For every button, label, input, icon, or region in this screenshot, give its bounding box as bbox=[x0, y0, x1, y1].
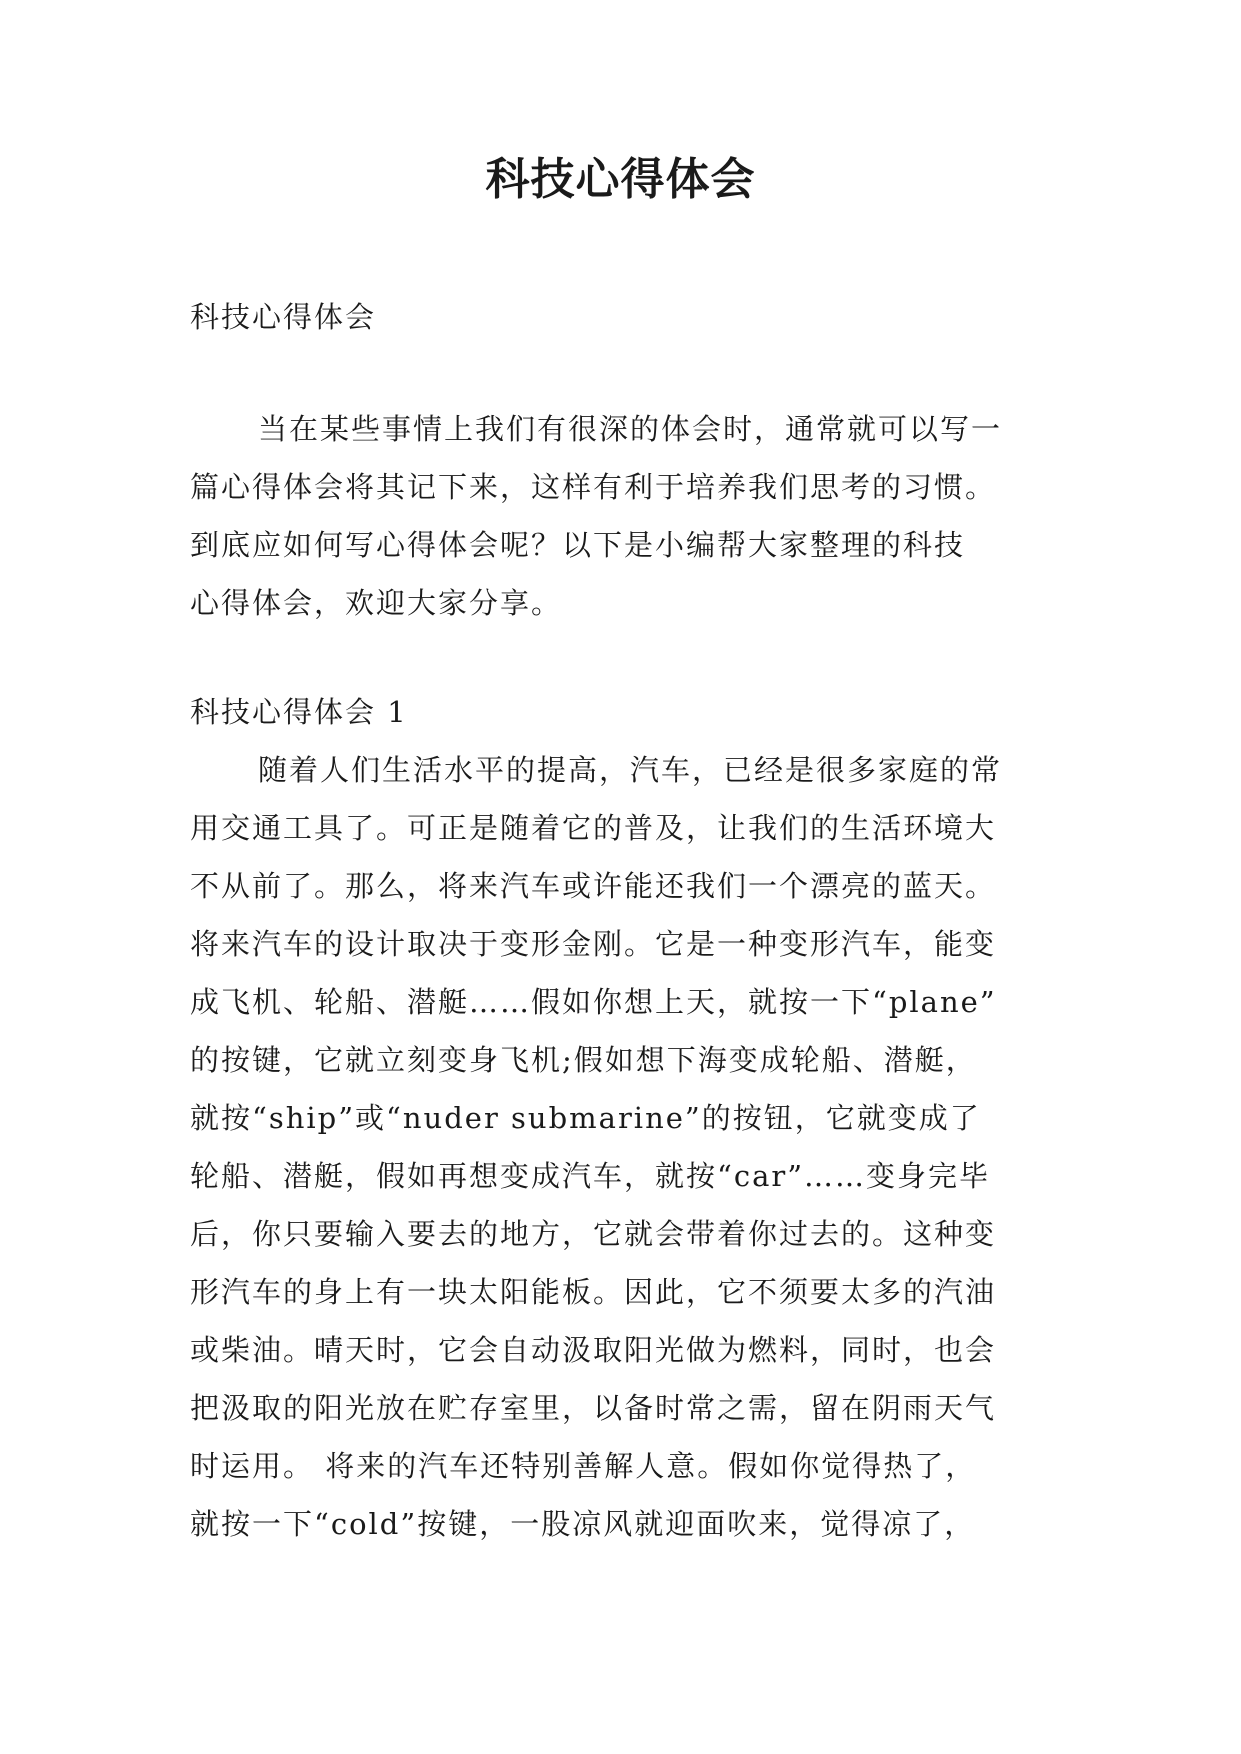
section-heading: 科技心得体会 1 bbox=[190, 695, 408, 729]
section-line: 成飞机、轮船、潜艇……假如你想上天，就按一下“plane” bbox=[190, 985, 997, 1019]
section-line: 时运用。 将来的汽车还特别善解人意。假如你觉得热了， bbox=[190, 1449, 977, 1483]
section-line: 就按一下“cold”按键，一股凉风就迎面吹来，觉得凉了， bbox=[190, 1507, 976, 1541]
section-line: 用交通工具了。可正是随着它的普及，让我们的生活环境大 bbox=[190, 811, 997, 845]
section-1 bbox=[190, 683, 1070, 1553]
intro-line: 当在某些事情上我们有很深的体会时，通常就可以写一 bbox=[258, 412, 1003, 446]
section-line: 或柴油。晴天时，它会自动汲取阳光做为燃料，同时，也会 bbox=[190, 1333, 997, 1367]
section-line: 随着人们生活水平的提高，汽车，已经是很多家庭的常 bbox=[258, 753, 1003, 787]
section-line: 轮船、潜艇，假如再想变成汽车，就按“car”……变身完毕 bbox=[190, 1159, 991, 1193]
section-line: 就按“ship”或“nuder submarine”的按钮，它就变成了 bbox=[190, 1101, 981, 1135]
intro-line: 篇心得体会将其记下来，这样有利于培养我们思考的习惯。 bbox=[190, 470, 997, 504]
document-title: 科技心得体会 bbox=[485, 154, 756, 205]
section-line: 形汽车的身上有一块太阳能板。因此，它不须要太多的汽油 bbox=[190, 1275, 997, 1309]
intro-line: 到底应如何写心得体会呢？以下是小编帮大家整理的科技 bbox=[190, 528, 966, 562]
section-line: 将来汽车的设计取决于变形金刚。它是一种变形汽车，能变 bbox=[190, 927, 997, 961]
subtitle-line: 科技心得体会 bbox=[190, 300, 377, 334]
intro-paragraph bbox=[190, 400, 1070, 632]
section-line: 把汲取的阳光放在贮存室里，以备时常之需，留在阴雨天气 bbox=[190, 1391, 997, 1425]
section-line: 不从前了。那么，将来汽车或许能还我们一个漂亮的蓝天。 bbox=[190, 869, 997, 903]
section-line: 的按键，它就立刻变身飞机;假如想下海变成轮船、潜艇， bbox=[190, 1043, 977, 1077]
document-subtitle bbox=[190, 288, 1070, 346]
intro-line: 心得体会，欢迎大家分享。 bbox=[190, 586, 563, 620]
section-line: 后，你只要输入要去的地方，它就会带着你过去的。这种变 bbox=[190, 1217, 997, 1251]
